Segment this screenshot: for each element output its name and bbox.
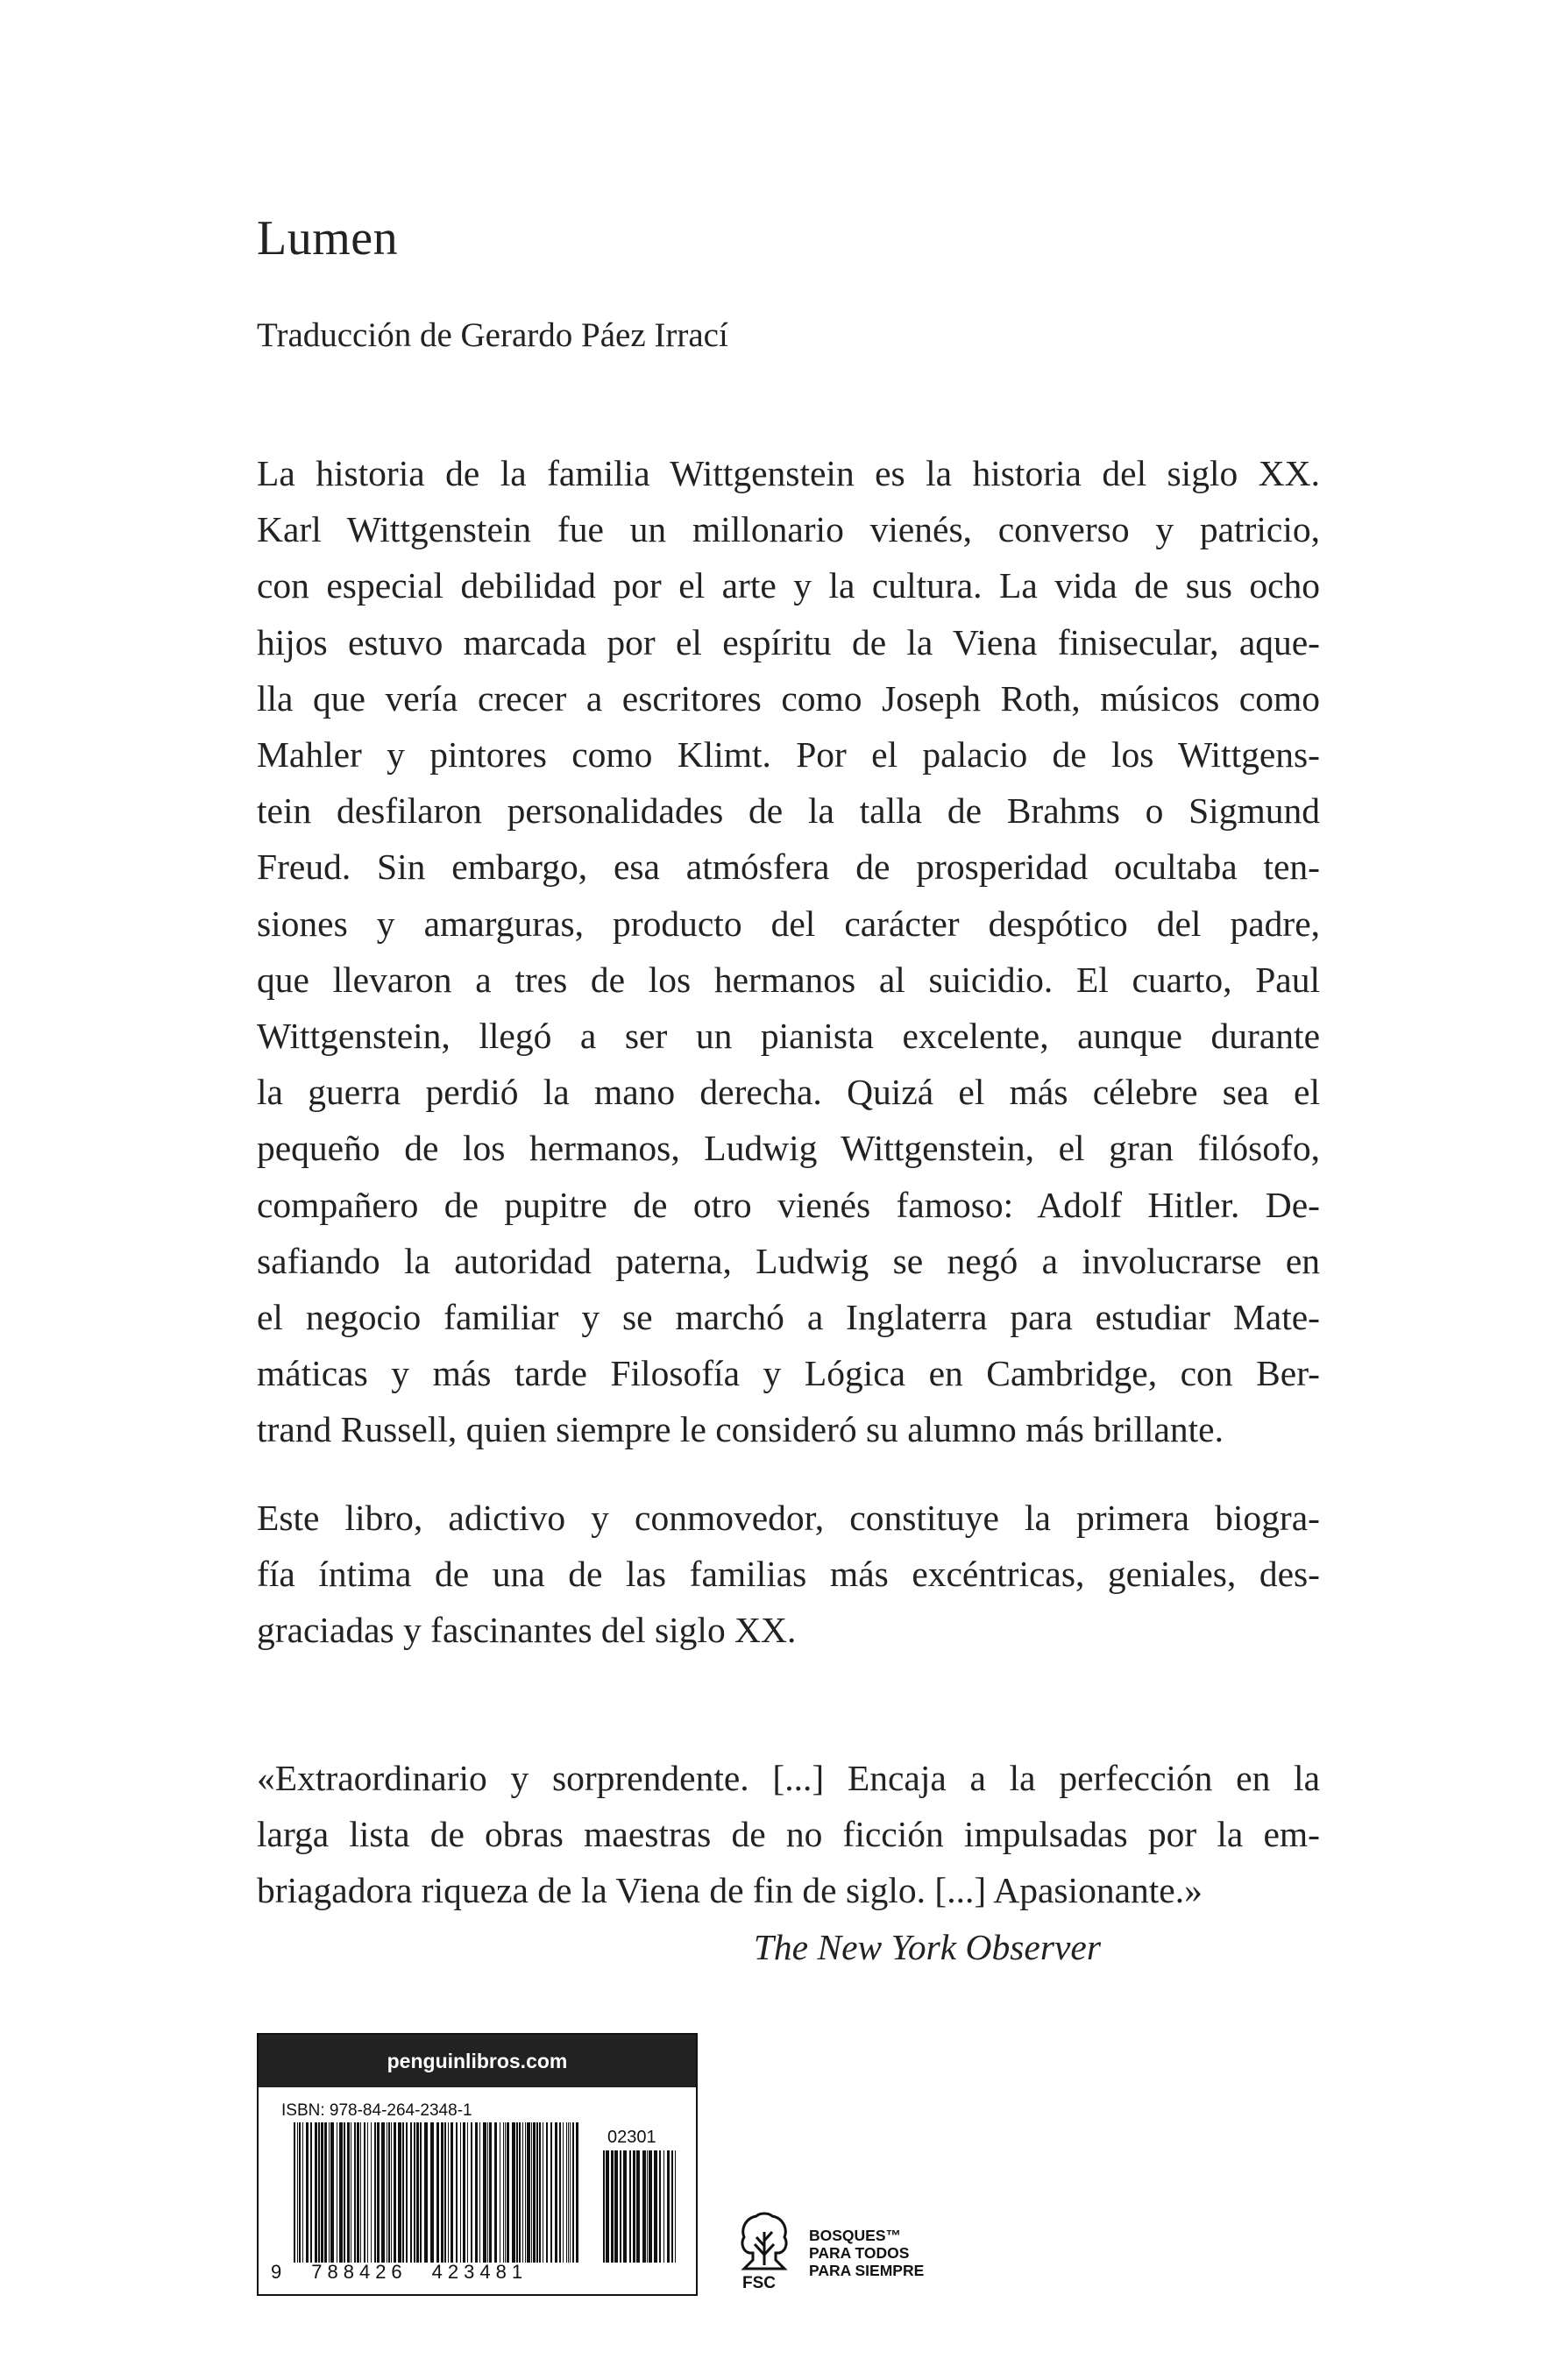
barcode-bar bbox=[563, 2122, 564, 2263]
barcode-bar bbox=[576, 2122, 578, 2263]
paragraph1-line: compañero de pupitre de otro vienés famoso: Adolf Hitler. De- bbox=[257, 1184, 1320, 1225]
paragraph1-line: pequeño de los hermanos, Ludwig Wittgenstein, el gran filósofo, bbox=[257, 1128, 1320, 1169]
barcode-bar bbox=[531, 2122, 532, 2263]
barcode-bar bbox=[420, 2122, 422, 2263]
barcode-bar bbox=[539, 2122, 541, 2263]
publisher-imprint: Lumen bbox=[257, 211, 399, 266]
barcode-bar bbox=[642, 2150, 646, 2263]
barcode-bar bbox=[566, 2122, 567, 2263]
barcode-bar bbox=[460, 2122, 461, 2263]
barcode-bar bbox=[675, 2150, 676, 2263]
barcode-bar bbox=[302, 2122, 303, 2263]
barcode-bar bbox=[347, 2122, 350, 2263]
synopsis-paragraph-1 bbox=[257, 445, 1320, 1458]
barcode-bar bbox=[522, 2122, 523, 2263]
barcode-bar bbox=[568, 2122, 569, 2263]
barcode-bar bbox=[377, 2122, 380, 2263]
translator-credit: Traducción de Gerardo Páez Irrací bbox=[257, 316, 728, 354]
fsc-tagline: BOSQUES™ PARA TODOS PARA SIEMPRE bbox=[809, 2227, 925, 2279]
barcode-bar bbox=[416, 2122, 419, 2263]
barcode-bar bbox=[402, 2122, 404, 2263]
barcode-digit-group-2: 423481 bbox=[431, 2261, 529, 2283]
barcode-bar bbox=[623, 2150, 627, 2263]
barcode-bar bbox=[533, 2122, 536, 2263]
barcode-bar bbox=[398, 2122, 401, 2263]
barcode-bar bbox=[371, 2122, 372, 2263]
paragraph2-line: Este libro, adictivo y conmovedor, constituye la primera biogra- bbox=[257, 1498, 1320, 1538]
barcode-bar bbox=[339, 2122, 343, 2263]
barcode-digits bbox=[271, 2261, 595, 2284]
barcode-bar bbox=[444, 2122, 446, 2263]
paragraph1-line: Wittgenstein, llegó a ser un pianista excelente, aunque durante bbox=[257, 1016, 1320, 1057]
barcode-bar bbox=[294, 2122, 295, 2263]
barcode-bar bbox=[310, 2122, 312, 2263]
barcode-bar bbox=[487, 2122, 488, 2263]
paragraph1-line: que llevaron a tres de los hermanos al suicidio. El cuarto, Paul bbox=[257, 959, 1320, 1000]
paragraph1-line: lla que vería crecer a escritores como Joseph Roth, músicos como bbox=[257, 677, 1320, 719]
barcode-bar bbox=[381, 2122, 385, 2263]
barcode-bar bbox=[489, 2122, 492, 2263]
isbn-label: ISBN: 978-84-264-2348-1 bbox=[281, 2101, 472, 2120]
paragraph2-line: graciadas y fascinantes del siglo XX. bbox=[257, 1610, 797, 1651]
paragraph1-line: Freud. Sin embargo, esa atmósfera de prosperidad ocultaba ten- bbox=[257, 846, 1320, 888]
barcode-bar bbox=[424, 2122, 428, 2263]
barcode-bar bbox=[299, 2122, 301, 2263]
barcode-bar bbox=[550, 2122, 552, 2263]
fsc-label: FSC bbox=[742, 2274, 776, 2292]
barcode-bar bbox=[448, 2122, 449, 2263]
paragraph1-line: máticas y más tarde Filosofía y Lógica en Cambridge, con Ber- bbox=[257, 1353, 1320, 1394]
press-quote bbox=[257, 1750, 1320, 1975]
quote-line: «Extraordinario y sorprendente. [...] Encaja a la perfección en la bbox=[257, 1758, 1320, 1798]
fsc-tree-icon bbox=[739, 2211, 790, 2272]
barcode-bar bbox=[570, 2122, 571, 2263]
barcode-bar bbox=[364, 2122, 365, 2263]
barcode-bar bbox=[667, 2150, 670, 2263]
paragraph1-line: siones y amarguras, producto del carácter despótico del padre, bbox=[257, 903, 1320, 944]
barcode-bar bbox=[505, 2122, 506, 2263]
addon-code: 02301 bbox=[607, 2128, 656, 2147]
barcode-bar bbox=[456, 2122, 458, 2263]
barcode-bar bbox=[394, 2122, 396, 2263]
quote-line: briagadora riqueza de la Viena de fin de siglo. [...] Apasionante.» bbox=[257, 1870, 1203, 1911]
barcode-bar bbox=[614, 2150, 618, 2263]
barcode-bar bbox=[649, 2150, 652, 2263]
barcode-bar bbox=[441, 2122, 443, 2263]
barcode-bar bbox=[546, 2122, 548, 2263]
paragraph1-line: con especial debilidad por el arte y la cultura. La vida de sus ocho bbox=[257, 565, 1320, 606]
paragraph1-line: trand Russell, quien siempre le consideró su alumno más brillante. bbox=[257, 1409, 1224, 1450]
paragraph1-line: Mahler y pintores como Klimt. Por el palacio de los Wittgens- bbox=[257, 734, 1320, 776]
barcode-bar bbox=[471, 2122, 472, 2263]
barcode-bar bbox=[318, 2122, 320, 2263]
barcode-bar bbox=[410, 2122, 412, 2263]
paragraph1-line: hijos estuvo marcada por el espíritu de la Viena finisecular, aque- bbox=[257, 621, 1320, 662]
barcode-bar bbox=[357, 2122, 359, 2263]
barcode-bar bbox=[414, 2122, 415, 2263]
barcode-bar bbox=[479, 2122, 480, 2263]
barcode-bar bbox=[483, 2122, 486, 2263]
barcode-bar bbox=[374, 2122, 376, 2263]
barcode-bar bbox=[633, 2150, 635, 2263]
barcode-bar bbox=[611, 2150, 614, 2263]
barcode-bar bbox=[463, 2122, 465, 2263]
barcode-bar bbox=[620, 2150, 621, 2263]
barcode-bar bbox=[527, 2122, 530, 2263]
barcode-bar bbox=[494, 2122, 497, 2263]
barcode-bar bbox=[606, 2150, 609, 2263]
barcode-bar bbox=[354, 2122, 356, 2263]
paragraph1-line: La historia de la familia Wittgenstein es la historia del siglo XX. bbox=[257, 453, 1320, 493]
barcode-bar bbox=[555, 2122, 557, 2263]
paragraph1-line: Karl Wittgenstein fue un millonario vienés, converso y patricio, bbox=[257, 509, 1320, 550]
barcode-bar bbox=[507, 2122, 509, 2263]
barcode-bar bbox=[559, 2122, 561, 2263]
barcode-bar bbox=[406, 2122, 408, 2263]
barcode-digit-prefix: 9 bbox=[271, 2261, 282, 2283]
barcode-bar bbox=[516, 2122, 518, 2263]
barcode-bar bbox=[321, 2122, 323, 2263]
barcode-bar bbox=[329, 2122, 330, 2263]
barcode-bar bbox=[436, 2122, 439, 2263]
barcode-panel bbox=[257, 2033, 698, 2296]
barcode-bar bbox=[636, 2150, 640, 2263]
barcode-bar bbox=[629, 2150, 631, 2263]
fsc-logo bbox=[739, 2211, 967, 2299]
barcode-bar bbox=[430, 2122, 434, 2263]
barcode-digit-group-1: 788426 bbox=[311, 2261, 408, 2283]
paragraph1-line: la guerra perdió la mano derecha. Quizá el más célebre sea el bbox=[257, 1072, 1320, 1113]
barcode-bar bbox=[315, 2122, 317, 2263]
barcode-bar bbox=[503, 2122, 504, 2263]
press-quote-source: The New York Observer bbox=[753, 1926, 1101, 1967]
barcode-bar bbox=[367, 2122, 368, 2263]
barcode-bar bbox=[391, 2122, 392, 2263]
quote-line: larga lista de obras maestras de no ficción impulsadas por la em- bbox=[257, 1814, 1320, 1855]
barcode-bar bbox=[467, 2122, 468, 2263]
barcode-bar bbox=[603, 2150, 605, 2263]
barcode-bar bbox=[330, 2122, 334, 2263]
barcode-bar bbox=[654, 2150, 657, 2263]
barcode-bar bbox=[297, 2122, 298, 2263]
barcode-bar bbox=[306, 2122, 309, 2263]
barcode-bar bbox=[525, 2122, 526, 2263]
barcode-bar bbox=[344, 2122, 345, 2263]
website-banner: penguinlibros.com bbox=[259, 2035, 696, 2087]
barcode-bar bbox=[360, 2122, 361, 2263]
barcode-bar bbox=[519, 2122, 521, 2263]
barcode-bar bbox=[572, 2122, 574, 2263]
barcode-bar bbox=[659, 2150, 661, 2263]
ean-barcode-bars bbox=[294, 2122, 583, 2263]
barcode-bar bbox=[451, 2122, 453, 2263]
barcode-bar bbox=[663, 2150, 664, 2263]
barcode-bar bbox=[671, 2150, 673, 2263]
barcode-bar bbox=[512, 2122, 515, 2263]
barcode-bar bbox=[536, 2122, 538, 2263]
addon-barcode-bars bbox=[603, 2150, 678, 2263]
barcode-bar bbox=[647, 2150, 648, 2263]
barcode-bar bbox=[324, 2122, 327, 2263]
paragraph1-line: tein desfilaron personalidades de la talla de Brahms o Sigmund bbox=[257, 790, 1320, 832]
paragraph1-line: el negocio familiar y se marchó a Inglaterra para estudiar Mate- bbox=[257, 1297, 1320, 1338]
paragraph2-line: fía íntima de una de las familias más excéntricas, geniales, des- bbox=[257, 1554, 1320, 1595]
press-quote-text bbox=[257, 1750, 1320, 1919]
paragraph1-line: safiando la autoridad paterna, Ludwig se negó a involucrarse en bbox=[257, 1240, 1320, 1281]
synopsis-paragraph-2 bbox=[257, 1490, 1320, 1659]
barcode-bar bbox=[475, 2122, 478, 2263]
barcode-bar bbox=[388, 2122, 390, 2263]
